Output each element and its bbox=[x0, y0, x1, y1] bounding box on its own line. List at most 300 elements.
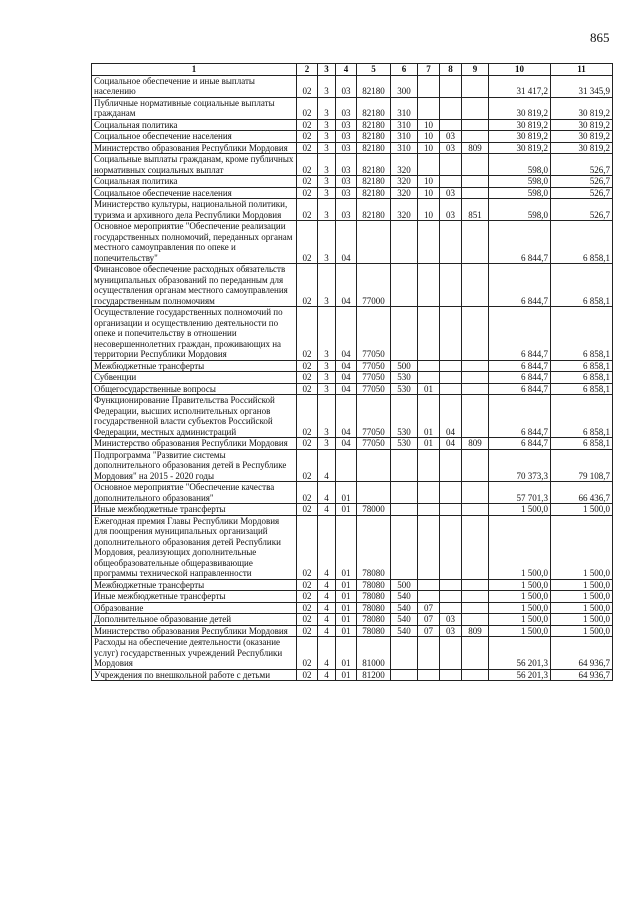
amount-cell: 30 819,2 bbox=[551, 97, 613, 119]
code-cell bbox=[462, 579, 489, 591]
code-cell bbox=[440, 307, 462, 361]
code-cell: 77050 bbox=[357, 383, 391, 395]
table-row bbox=[92, 625, 613, 637]
code-cell: 3 bbox=[318, 176, 336, 188]
code-cell: 10 bbox=[418, 142, 440, 154]
code-cell bbox=[418, 264, 440, 307]
row-name-cell: Основное мероприятие "Обеспечение качества дополнительного образования" bbox=[92, 482, 297, 504]
code-cell: 540 bbox=[391, 625, 418, 637]
code-cell: 4 bbox=[318, 449, 336, 482]
code-cell: 82180 bbox=[357, 75, 391, 97]
amount-cell: 31 345,9 bbox=[551, 75, 613, 97]
code-cell: 78080 bbox=[357, 591, 391, 603]
code-cell: 310 bbox=[391, 119, 418, 131]
table-row bbox=[92, 614, 613, 626]
code-cell bbox=[418, 591, 440, 603]
code-cell: 01 bbox=[336, 602, 357, 614]
code-cell: 4 bbox=[318, 591, 336, 603]
code-cell: 3 bbox=[318, 360, 336, 372]
code-cell: 03 bbox=[440, 142, 462, 154]
code-cell bbox=[391, 669, 418, 681]
code-cell: 3 bbox=[318, 383, 336, 395]
amount-cell: 1 500,0 bbox=[489, 579, 551, 591]
code-cell: 01 bbox=[336, 504, 357, 516]
code-cell bbox=[462, 383, 489, 395]
code-cell: 04 bbox=[440, 395, 462, 438]
code-cell: 4 bbox=[318, 579, 336, 591]
code-cell bbox=[462, 614, 489, 626]
code-cell bbox=[391, 504, 418, 516]
code-cell: 03 bbox=[336, 75, 357, 97]
code-cell: 3 bbox=[318, 307, 336, 361]
amount-cell: 6 858,1 bbox=[551, 438, 613, 450]
code-cell: 809 bbox=[462, 625, 489, 637]
code-cell: 4 bbox=[318, 669, 336, 681]
code-cell: 78080 bbox=[357, 515, 391, 579]
code-cell: 3 bbox=[318, 264, 336, 307]
amount-cell: 526,7 bbox=[551, 154, 613, 176]
code-cell: 01 bbox=[336, 482, 357, 504]
code-cell: 4 bbox=[318, 625, 336, 637]
code-cell bbox=[418, 669, 440, 681]
row-name-cell: Субвенции bbox=[92, 372, 297, 384]
code-cell bbox=[440, 669, 462, 681]
amount-cell: 6 858,1 bbox=[551, 221, 613, 264]
row-name-cell: Учреждения по внешкольной работе с детьми bbox=[92, 669, 297, 681]
code-cell: 82180 bbox=[357, 131, 391, 143]
amount-cell: 1 500,0 bbox=[551, 614, 613, 626]
code-cell: 02 bbox=[297, 515, 318, 579]
amount-cell: 6 858,1 bbox=[551, 395, 613, 438]
table-row bbox=[92, 504, 613, 516]
code-cell: 02 bbox=[297, 482, 318, 504]
code-cell bbox=[357, 221, 391, 264]
row-name-cell: Ежегодная премия Главы Республики Мордовия для поощрения муниципальных организаций дополнительного образования детей Республики Мордовия, реализующих дополнительные общеобразовательные общеразвивающие программы технической направленности bbox=[92, 515, 297, 579]
table-row bbox=[92, 307, 613, 361]
code-cell: 03 bbox=[440, 199, 462, 221]
amount-cell: 56 201,3 bbox=[489, 637, 551, 670]
amount-cell: 1 500,0 bbox=[551, 579, 613, 591]
amount-cell: 598,0 bbox=[489, 176, 551, 188]
amount-cell: 70 373,3 bbox=[489, 449, 551, 482]
table-row bbox=[92, 221, 613, 264]
row-name-cell: Социальное обеспечение населения bbox=[92, 131, 297, 143]
code-cell: 300 bbox=[391, 75, 418, 97]
amount-cell: 1 500,0 bbox=[489, 602, 551, 614]
code-cell: 320 bbox=[391, 187, 418, 199]
column-header: 6 bbox=[391, 64, 418, 76]
code-cell bbox=[440, 515, 462, 579]
amount-cell: 6 844,7 bbox=[489, 360, 551, 372]
code-cell bbox=[440, 637, 462, 670]
code-cell bbox=[462, 119, 489, 131]
code-cell bbox=[418, 97, 440, 119]
amount-cell: 57 701,3 bbox=[489, 482, 551, 504]
code-cell: 10 bbox=[418, 176, 440, 188]
code-cell bbox=[391, 221, 418, 264]
code-cell bbox=[418, 449, 440, 482]
code-cell: 78080 bbox=[357, 602, 391, 614]
code-cell: 10 bbox=[418, 119, 440, 131]
code-cell: 04 bbox=[336, 360, 357, 372]
code-cell: 02 bbox=[297, 438, 318, 450]
code-cell: 3 bbox=[318, 395, 336, 438]
code-cell: 02 bbox=[297, 142, 318, 154]
code-cell bbox=[462, 221, 489, 264]
row-name-cell: Социальные выплаты гражданам, кроме публичных нормативных социальных выплат bbox=[92, 154, 297, 176]
code-cell: 78000 bbox=[357, 504, 391, 516]
amount-cell: 64 936,7 bbox=[551, 637, 613, 670]
row-name-cell: Финансовое обеспечение расходных обязательств муниципальных образований по переданным для осуществления органам местного самоуправления государственным полномочиям bbox=[92, 264, 297, 307]
table-row bbox=[92, 97, 613, 119]
amount-cell: 30 819,2 bbox=[489, 131, 551, 143]
amount-cell: 30 819,2 bbox=[551, 119, 613, 131]
code-cell bbox=[391, 515, 418, 579]
code-cell: 03 bbox=[336, 199, 357, 221]
page-number: 865 bbox=[590, 30, 610, 45]
code-cell bbox=[440, 154, 462, 176]
code-cell: 320 bbox=[391, 154, 418, 176]
code-cell bbox=[440, 482, 462, 504]
row-name-cell: Социальная политика bbox=[92, 176, 297, 188]
code-cell: 02 bbox=[297, 579, 318, 591]
code-cell: 82180 bbox=[357, 176, 391, 188]
code-cell: 02 bbox=[297, 614, 318, 626]
code-cell bbox=[462, 482, 489, 504]
table-body bbox=[92, 75, 613, 681]
code-cell: 4 bbox=[318, 614, 336, 626]
code-cell: 77050 bbox=[357, 372, 391, 384]
row-name-cell: Социальная политика bbox=[92, 119, 297, 131]
table-row bbox=[92, 154, 613, 176]
table-row bbox=[92, 131, 613, 143]
code-cell bbox=[391, 264, 418, 307]
code-cell bbox=[462, 154, 489, 176]
table-row bbox=[92, 199, 613, 221]
amount-cell: 1 500,0 bbox=[489, 504, 551, 516]
code-cell: 3 bbox=[318, 221, 336, 264]
code-cell bbox=[440, 360, 462, 372]
code-cell: 3 bbox=[318, 119, 336, 131]
code-cell bbox=[357, 449, 391, 482]
code-cell: 530 bbox=[391, 383, 418, 395]
code-cell: 82180 bbox=[357, 199, 391, 221]
amount-cell: 6 844,7 bbox=[489, 395, 551, 438]
code-cell: 03 bbox=[440, 614, 462, 626]
row-name-cell: Министерство образования Республики Мордовия bbox=[92, 142, 297, 154]
code-cell bbox=[462, 187, 489, 199]
row-name-cell: Публичные нормативные социальные выплаты гражданам bbox=[92, 97, 297, 119]
row-name-cell: Министерство образования Республики Мордовия bbox=[92, 625, 297, 637]
code-cell: 03 bbox=[336, 176, 357, 188]
code-cell: 02 bbox=[297, 602, 318, 614]
code-cell bbox=[418, 579, 440, 591]
table-row bbox=[92, 515, 613, 579]
code-cell: 530 bbox=[391, 395, 418, 438]
code-cell: 01 bbox=[418, 438, 440, 450]
budget-table bbox=[91, 63, 613, 681]
table-row bbox=[92, 360, 613, 372]
code-cell: 03 bbox=[336, 154, 357, 176]
column-header: 5 bbox=[357, 64, 391, 76]
code-cell: 01 bbox=[336, 669, 357, 681]
code-cell bbox=[357, 482, 391, 504]
table-row bbox=[92, 449, 613, 482]
code-cell: 10 bbox=[418, 199, 440, 221]
table-row bbox=[92, 438, 613, 450]
amount-cell: 1 500,0 bbox=[551, 602, 613, 614]
table-row bbox=[92, 637, 613, 670]
code-cell: 07 bbox=[418, 614, 440, 626]
code-cell: 04 bbox=[336, 372, 357, 384]
code-cell: 03 bbox=[336, 119, 357, 131]
code-cell bbox=[391, 307, 418, 361]
code-cell: 78080 bbox=[357, 625, 391, 637]
code-cell: 02 bbox=[297, 307, 318, 361]
code-cell: 02 bbox=[297, 383, 318, 395]
code-cell: 04 bbox=[336, 221, 357, 264]
code-cell: 530 bbox=[391, 372, 418, 384]
code-cell bbox=[440, 264, 462, 307]
column-header: 11 bbox=[551, 64, 613, 76]
amount-cell: 6 844,7 bbox=[489, 264, 551, 307]
code-cell: 03 bbox=[440, 131, 462, 143]
code-cell: 77050 bbox=[357, 395, 391, 438]
code-cell: 81200 bbox=[357, 669, 391, 681]
code-cell bbox=[462, 372, 489, 384]
code-cell bbox=[391, 449, 418, 482]
code-cell: 01 bbox=[336, 614, 357, 626]
code-cell bbox=[462, 637, 489, 670]
code-cell bbox=[440, 579, 462, 591]
amount-cell: 1 500,0 bbox=[551, 504, 613, 516]
code-cell: 540 bbox=[391, 591, 418, 603]
code-cell: 01 bbox=[336, 625, 357, 637]
row-name-cell: Осуществление государственных полномочий по организации и осуществлению деятельности по опеке и попечительству в отношении несовершеннолетних граждан, проживающих на территории Республики Мордовия bbox=[92, 307, 297, 361]
column-header: 8 bbox=[440, 64, 462, 76]
row-name-cell: Образование bbox=[92, 602, 297, 614]
code-cell: 78080 bbox=[357, 614, 391, 626]
code-cell: 01 bbox=[418, 395, 440, 438]
row-name-cell: Межбюджетные трансферты bbox=[92, 360, 297, 372]
amount-cell: 30 819,2 bbox=[551, 131, 613, 143]
amount-cell: 6 858,1 bbox=[551, 307, 613, 361]
code-cell: 540 bbox=[391, 614, 418, 626]
code-cell: 02 bbox=[297, 199, 318, 221]
row-name-cell: Подпрограмма "Развитие системы дополнительного образования детей в Республике Мордовия" на 2015 - 2020 годы bbox=[92, 449, 297, 482]
table-row bbox=[92, 176, 613, 188]
code-cell bbox=[418, 482, 440, 504]
code-cell: 02 bbox=[297, 395, 318, 438]
table-header-row bbox=[92, 64, 613, 76]
code-cell bbox=[440, 372, 462, 384]
code-cell: 78080 bbox=[357, 579, 391, 591]
table-row bbox=[92, 482, 613, 504]
code-cell bbox=[391, 637, 418, 670]
code-cell bbox=[440, 449, 462, 482]
amount-cell: 6 844,7 bbox=[489, 438, 551, 450]
column-header: 10 bbox=[489, 64, 551, 76]
code-cell bbox=[462, 176, 489, 188]
code-cell bbox=[418, 307, 440, 361]
code-cell: 02 bbox=[297, 669, 318, 681]
code-cell: 809 bbox=[462, 438, 489, 450]
amount-cell: 598,0 bbox=[489, 154, 551, 176]
amount-cell: 6 858,1 bbox=[551, 372, 613, 384]
amount-cell: 6 858,1 bbox=[551, 360, 613, 372]
row-name-cell: Министерство образования Республики Мордовия bbox=[92, 438, 297, 450]
code-cell bbox=[440, 591, 462, 603]
column-header: 3 bbox=[318, 64, 336, 76]
code-cell bbox=[418, 360, 440, 372]
amount-cell: 1 500,0 bbox=[489, 591, 551, 603]
amount-cell: 1 500,0 bbox=[489, 614, 551, 626]
code-cell: 4 bbox=[318, 504, 336, 516]
code-cell: 310 bbox=[391, 131, 418, 143]
amount-cell: 598,0 bbox=[489, 199, 551, 221]
code-cell: 02 bbox=[297, 119, 318, 131]
amount-cell: 598,0 bbox=[489, 187, 551, 199]
code-cell bbox=[462, 131, 489, 143]
code-cell: 02 bbox=[297, 221, 318, 264]
row-name-cell: Министерство культуры, национальной политики, туризма и архивного дела Республики Мордовия bbox=[92, 199, 297, 221]
code-cell: 04 bbox=[336, 307, 357, 361]
row-name-cell: Основное мероприятие "Обеспечение реализации государственных полномочий, переданных органам местного самоуправления по опеке и попечительству" bbox=[92, 221, 297, 264]
code-cell bbox=[440, 75, 462, 97]
code-cell bbox=[418, 221, 440, 264]
column-header: 7 bbox=[418, 64, 440, 76]
code-cell bbox=[418, 372, 440, 384]
code-cell: 4 bbox=[318, 515, 336, 579]
amount-cell: 30 819,2 bbox=[489, 119, 551, 131]
code-cell bbox=[462, 360, 489, 372]
code-cell: 310 bbox=[391, 97, 418, 119]
code-cell: 82180 bbox=[357, 97, 391, 119]
code-cell bbox=[462, 97, 489, 119]
amount-cell: 79 108,7 bbox=[551, 449, 613, 482]
code-cell: 500 bbox=[391, 360, 418, 372]
table-row bbox=[92, 264, 613, 307]
code-cell: 04 bbox=[336, 395, 357, 438]
code-cell: 77050 bbox=[357, 307, 391, 361]
code-cell: 03 bbox=[440, 625, 462, 637]
row-name-cell: Дополнительное образование детей bbox=[92, 614, 297, 626]
code-cell: 02 bbox=[297, 591, 318, 603]
row-name-cell: Общегосударственные вопросы bbox=[92, 383, 297, 395]
code-cell: 320 bbox=[391, 199, 418, 221]
row-name-cell: Функционирование Правительства Российской Федерации, высших исполнительных органов государственной власти субъектов Российской Федерации, местных администраций bbox=[92, 395, 297, 438]
code-cell bbox=[391, 482, 418, 504]
code-cell: 10 bbox=[418, 187, 440, 199]
amount-cell: 1 500,0 bbox=[551, 515, 613, 579]
code-cell bbox=[418, 75, 440, 97]
code-cell bbox=[336, 449, 357, 482]
code-cell bbox=[462, 307, 489, 361]
table-row bbox=[92, 602, 613, 614]
code-cell: 02 bbox=[297, 625, 318, 637]
code-cell bbox=[440, 602, 462, 614]
code-cell bbox=[462, 449, 489, 482]
amount-cell: 31 417,2 bbox=[489, 75, 551, 97]
code-cell bbox=[440, 119, 462, 131]
code-cell: 10 bbox=[418, 131, 440, 143]
table-row bbox=[92, 142, 613, 154]
amount-cell: 6 844,7 bbox=[489, 383, 551, 395]
code-cell bbox=[418, 504, 440, 516]
code-cell: 3 bbox=[318, 199, 336, 221]
table-row bbox=[92, 372, 613, 384]
code-cell: 4 bbox=[318, 602, 336, 614]
code-cell: 851 bbox=[462, 199, 489, 221]
code-cell bbox=[462, 515, 489, 579]
code-cell: 03 bbox=[336, 142, 357, 154]
amount-cell: 30 819,2 bbox=[489, 97, 551, 119]
code-cell: 02 bbox=[297, 264, 318, 307]
code-cell: 02 bbox=[297, 154, 318, 176]
amount-cell: 526,7 bbox=[551, 199, 613, 221]
code-cell bbox=[418, 515, 440, 579]
code-cell: 809 bbox=[462, 142, 489, 154]
table-row bbox=[92, 119, 613, 131]
code-cell: 500 bbox=[391, 579, 418, 591]
amount-cell: 6 844,7 bbox=[489, 307, 551, 361]
code-cell: 310 bbox=[391, 142, 418, 154]
table-row bbox=[92, 591, 613, 603]
code-cell: 07 bbox=[418, 602, 440, 614]
code-cell: 01 bbox=[336, 579, 357, 591]
amount-cell: 6 844,7 bbox=[489, 221, 551, 264]
code-cell: 82180 bbox=[357, 142, 391, 154]
code-cell: 82180 bbox=[357, 119, 391, 131]
amount-cell: 1 500,0 bbox=[551, 591, 613, 603]
code-cell: 04 bbox=[336, 264, 357, 307]
code-cell bbox=[462, 602, 489, 614]
code-cell: 03 bbox=[336, 97, 357, 119]
amount-cell: 1 500,0 bbox=[551, 625, 613, 637]
code-cell: 01 bbox=[336, 515, 357, 579]
code-cell: 04 bbox=[440, 438, 462, 450]
code-cell bbox=[418, 154, 440, 176]
code-cell: 82180 bbox=[357, 154, 391, 176]
code-cell bbox=[440, 383, 462, 395]
column-header: 2 bbox=[297, 64, 318, 76]
row-name-cell: Межбюджетные трансферты bbox=[92, 579, 297, 591]
code-cell bbox=[462, 395, 489, 438]
code-cell: 540 bbox=[391, 602, 418, 614]
row-name-cell: Расходы на обеспечение деятельности (оказание услуг) государственных учреждений Республики Мордовия bbox=[92, 637, 297, 670]
code-cell: 320 bbox=[391, 176, 418, 188]
code-cell: 81000 bbox=[357, 637, 391, 670]
code-cell bbox=[418, 637, 440, 670]
table-row bbox=[92, 579, 613, 591]
code-cell bbox=[440, 97, 462, 119]
amount-cell: 6 858,1 bbox=[551, 383, 613, 395]
code-cell: 02 bbox=[297, 97, 318, 119]
code-cell: 03 bbox=[336, 131, 357, 143]
code-cell: 3 bbox=[318, 372, 336, 384]
amount-cell: 56 201,3 bbox=[489, 669, 551, 681]
code-cell: 3 bbox=[318, 438, 336, 450]
code-cell: 530 bbox=[391, 438, 418, 450]
code-cell: 4 bbox=[318, 637, 336, 670]
amount-cell: 66 436,7 bbox=[551, 482, 613, 504]
code-cell: 02 bbox=[297, 360, 318, 372]
code-cell bbox=[462, 264, 489, 307]
column-header: 9 bbox=[462, 64, 489, 76]
code-cell bbox=[440, 221, 462, 264]
row-name-cell: Социальное обеспечение населения bbox=[92, 187, 297, 199]
code-cell: 03 bbox=[440, 187, 462, 199]
